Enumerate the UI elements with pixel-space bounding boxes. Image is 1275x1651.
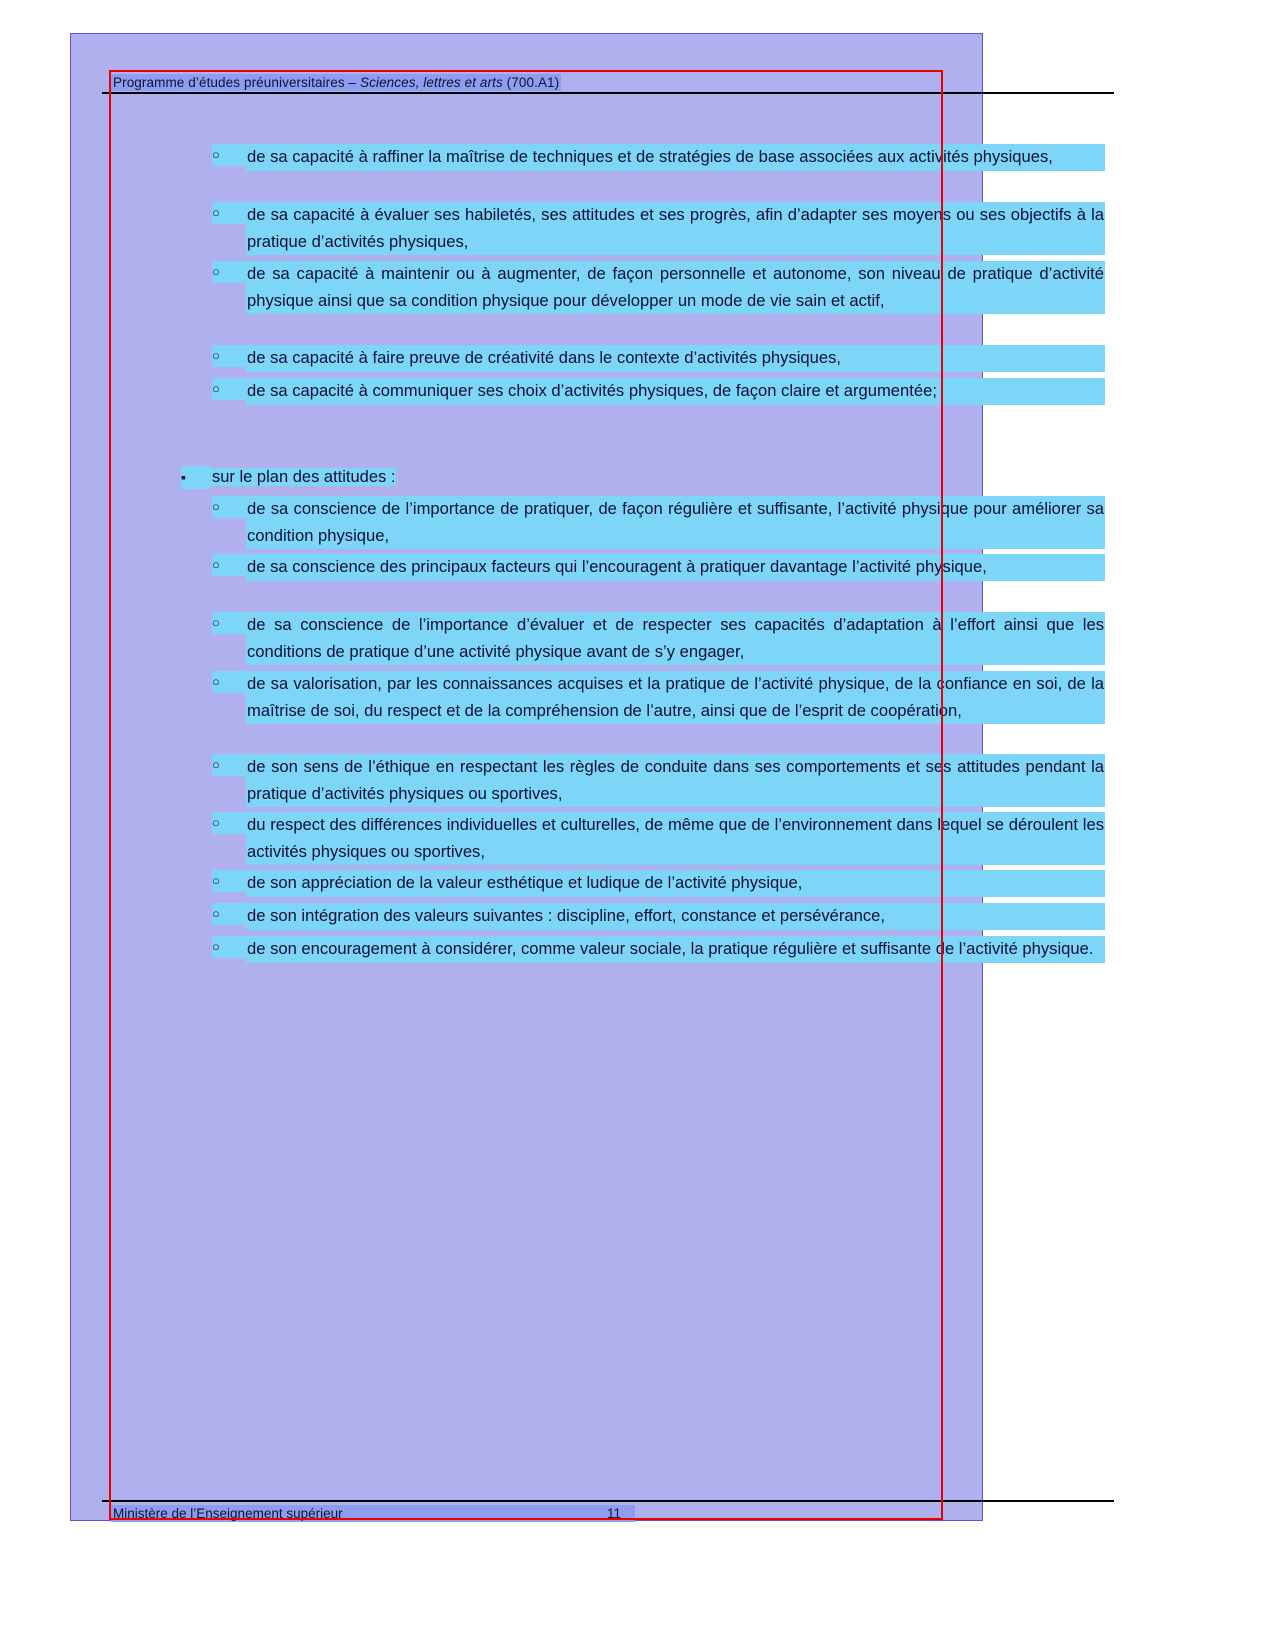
list-item: ○ de sa capacité à maintenir ou à augmenter, de façon personnelle et autonome, son niveau de pratique d’activité physique ainsi que sa condition physique pour développer un mode de vie sain et actif, <box>212 261 1105 314</box>
list-item: ○ de sa capacité à évaluer ses habiletés, ses attitudes et ses progrès, afin d’adapter ses moyens ou ses objectifs à la pratique d’activités physiques, <box>212 202 1105 255</box>
list-item: ○ de sa capacité à communiquer ses choix d’activités physiques, de façon claire et argumentée; <box>212 378 1105 405</box>
list-item: ○ de sa conscience de l’importance de pratiquer, de façon régulière et suffisante, l’activité physique pour améliorer sa condition physique, <box>212 496 1105 549</box>
page-number: 11 <box>607 1506 622 1521</box>
header-suffix: (700.A1) <box>502 75 560 90</box>
bullet-circle-icon: ○ <box>212 496 246 518</box>
bullet-circle-icon: ○ <box>212 378 246 400</box>
list-item: ○ du respect des différences individuelles et culturelles, de même que de l’environnement dans lequel se déroulent les activités physiques ou sportives, <box>212 812 1105 865</box>
list-item: ○ de son appréciation de la valeur esthétique et ludique de l’activité physique, <box>212 870 1105 897</box>
list-item: ○ de son encouragement à considérer, comme valeur sociale, la pratique régulière et suffisante de l’activité physique. <box>212 936 1105 963</box>
bullet-circle-icon: ○ <box>212 812 246 834</box>
bullet-circle-icon: ○ <box>212 754 246 776</box>
bullet-circle-icon: ○ <box>212 202 246 224</box>
bullet-circle-icon: ○ <box>212 144 246 166</box>
bullet-circle-icon: ○ <box>212 261 246 283</box>
bullet-circle-icon: ○ <box>212 345 246 367</box>
header-prefix: Programme d’études préuniversitaires – <box>113 75 361 90</box>
list-item: ○ de sa valorisation, par les connaissances acquises et la pratique de l’activité physique, de la confiance en soi, de la maîtrise de soi, du respect et de la compréhension de l’autre, ainsi que de l’esprit de coopération, <box>212 671 1105 724</box>
bullet-circle-icon: ○ <box>212 903 246 925</box>
bullet-circle-icon: ○ <box>212 870 246 892</box>
list-item: ○ de sa capacité à raffiner la maîtrise de techniques et de stratégies de base associées aux activités physiques, <box>212 144 1105 171</box>
document-footer: Ministère de l’Enseignement supérieur <box>111 1505 635 1522</box>
bullet-circle-icon: ○ <box>212 671 246 693</box>
bullet-circle-icon: ○ <box>212 554 246 576</box>
list-item: ○ de son intégration des valeurs suivantes : discipline, effort, constance et persévérance, <box>212 903 1105 930</box>
bullet-square-icon: ▪ <box>181 466 211 489</box>
bullet-circle-icon: ○ <box>212 936 246 958</box>
list-item: ○ de sa conscience des principaux facteurs qui l’encouragent à pratiquer davantage l’activité physique, <box>212 554 1105 581</box>
list-item: ○ de sa conscience de l’importance d’évaluer et de respecter ses capacités d’adaptation à l’effort ainsi que les conditions de pratique d’une activité physique avant de s’y engager, <box>212 612 1105 665</box>
bullet-circle-icon: ○ <box>212 612 246 634</box>
list-item: ○ de son sens de l’éthique en respectant les règles de conduite dans ses comportements et ses attitudes pendant la pratique d’activités physiques ou sportives, <box>212 754 1105 807</box>
header-program-title: Sciences, lettres et arts <box>360 75 503 90</box>
section-heading-attitudes: ▪ sur le plan des attitudes : <box>181 464 1111 491</box>
list-item: ○ de sa capacité à faire preuve de créativité dans le contexte d’activités physiques, <box>212 345 1105 372</box>
